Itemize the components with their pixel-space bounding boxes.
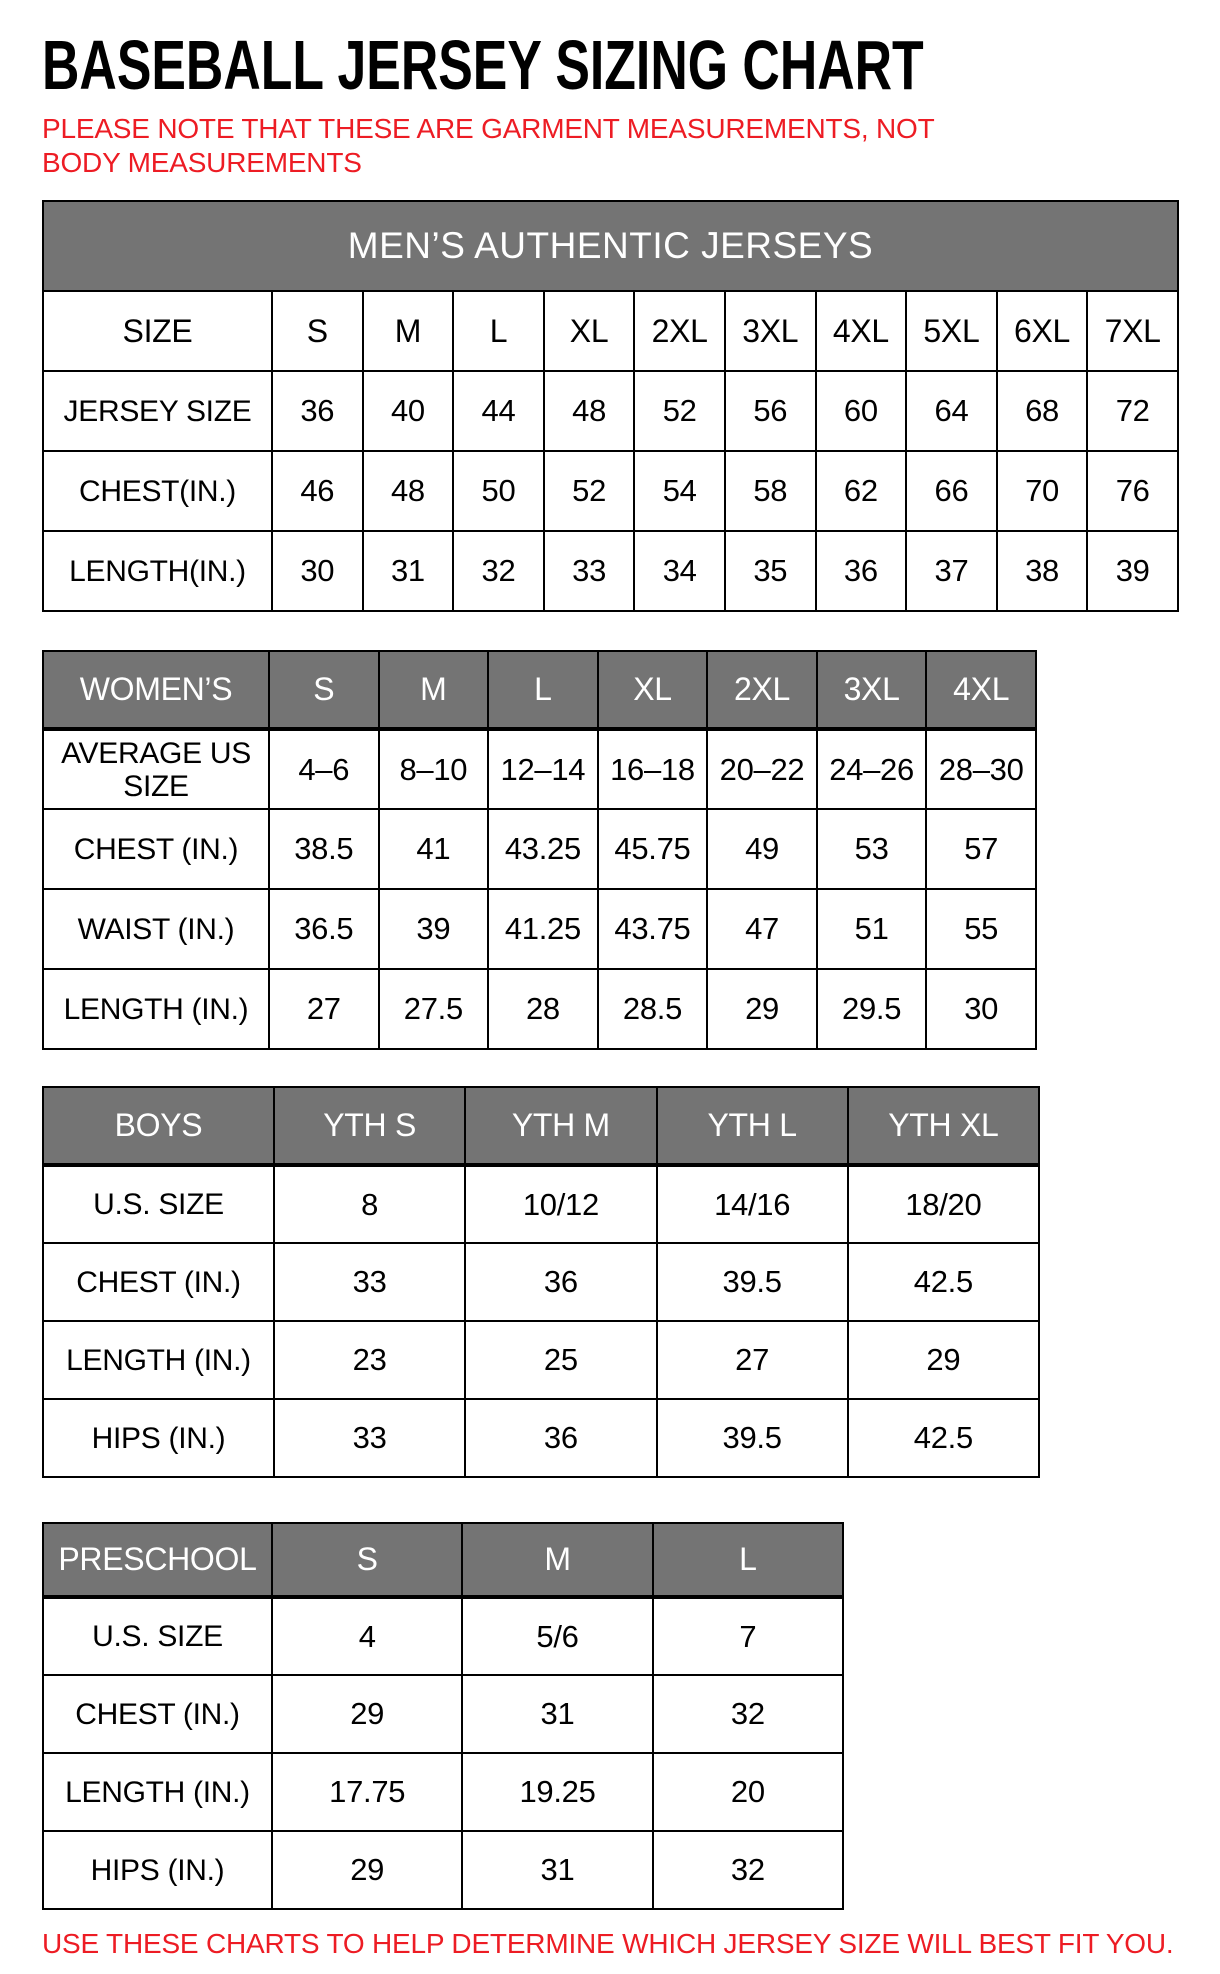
preschool-measurement-row (43, 1831, 843, 1909)
boys-measurement-row (43, 1399, 1039, 1477)
mens-measurement-row (43, 451, 1178, 531)
womens-value-cell: 28–30 (926, 729, 1036, 809)
womens-value-cell: 41.25 (488, 889, 598, 969)
womens-value-cell: 55 (926, 889, 1036, 969)
womens-value-cell: 43.25 (488, 809, 598, 889)
preschool-measurement-row (43, 1597, 843, 1675)
boys-row-label: CHEST (IN.) (43, 1243, 274, 1321)
womens-value-cell: 29 (707, 969, 817, 1049)
womens-value-cell: 28 (488, 969, 598, 1049)
preschool-value-cell: 5/6 (462, 1597, 652, 1675)
preschool-row-label: U.S. SIZE (43, 1597, 272, 1675)
mens-value-cell: 37 (906, 531, 997, 611)
boys-measurement-row (43, 1321, 1039, 1399)
mens-value-cell: 48 (544, 371, 635, 451)
preschool-sizing-table (42, 1522, 844, 1910)
womens-size-col-header: S (269, 651, 379, 729)
womens-value-cell: 8–10 (379, 729, 489, 809)
preschool-value-cell: 32 (653, 1831, 843, 1909)
garment-measurements-note: PLEASE NOTE THAT THESE ARE GARMENT MEASUREMENTS, NOT BODY MEASUREMENTS (42, 113, 935, 179)
womens-value-cell: 20–22 (707, 729, 817, 809)
mens-table-title: MEN’S AUTHENTIC JERSEYS (43, 201, 1178, 291)
womens-header-row (43, 651, 1036, 729)
mens-row-label: CHEST(IN.) (43, 451, 272, 531)
mens-row-label: LENGTH(IN.) (43, 531, 272, 611)
mens-value-cell: 58 (725, 451, 816, 531)
boys-value-cell: 23 (274, 1321, 465, 1399)
boys-value-cell: 14/16 (657, 1165, 848, 1243)
preschool-value-cell: 17.75 (272, 1753, 462, 1831)
mens-authentic-jerseys-table (42, 200, 1179, 612)
preschool-corner-label: PRESCHOOL (43, 1523, 272, 1597)
womens-value-cell: 39 (379, 889, 489, 969)
mens-value-cell: 72 (1087, 371, 1178, 451)
boys-value-cell: 29 (848, 1321, 1039, 1399)
mens-value-cell: 31 (363, 531, 454, 611)
womens-value-cell: 27.5 (379, 969, 489, 1049)
mens-size-col-header: 5XL (906, 291, 997, 371)
boys-value-cell: 8 (274, 1165, 465, 1243)
womens-measurement-row (43, 729, 1036, 809)
womens-value-cell: 27 (269, 969, 379, 1049)
womens-value-cell: 41 (379, 809, 489, 889)
boys-value-cell: 33 (274, 1243, 465, 1321)
boys-value-cell: 36 (465, 1243, 656, 1321)
mens-measurement-row (43, 371, 1178, 451)
page-title: BASEBALL JERSEY SIZING CHART (42, 26, 924, 104)
preschool-value-cell: 7 (653, 1597, 843, 1675)
boys-row-label: LENGTH (IN.) (43, 1321, 274, 1399)
womens-value-cell: 36.5 (269, 889, 379, 969)
mens-header-row (43, 291, 1178, 371)
womens-value-cell: 49 (707, 809, 817, 889)
boys-row-label: HIPS (IN.) (43, 1399, 274, 1477)
mens-value-cell: 30 (272, 531, 363, 611)
boys-size-col-header: YTH S (274, 1087, 465, 1165)
mens-value-cell: 34 (634, 531, 725, 611)
preschool-value-cell: 4 (272, 1597, 462, 1675)
mens-value-cell: 48 (363, 451, 454, 531)
preschool-value-cell: 31 (462, 1831, 652, 1909)
mens-value-cell: 56 (725, 371, 816, 451)
boys-sizing-table (42, 1086, 1040, 1478)
mens-value-cell: 39 (1087, 531, 1178, 611)
preschool-header-row (43, 1523, 843, 1597)
mens-size-col-header: 4XL (816, 291, 907, 371)
boys-value-cell: 25 (465, 1321, 656, 1399)
womens-value-cell: 4–6 (269, 729, 379, 809)
womens-row-label: WAIST (IN.) (43, 889, 269, 969)
womens-measurement-row (43, 809, 1036, 889)
mens-size-col-header: S (272, 291, 363, 371)
mens-value-cell: 54 (634, 451, 725, 531)
boys-size-col-header: YTH L (657, 1087, 848, 1165)
mens-value-cell: 60 (816, 371, 907, 451)
womens-row-label: LENGTH (IN.) (43, 969, 269, 1049)
mens-value-cell: 52 (544, 451, 635, 531)
womens-value-cell: 57 (926, 809, 1036, 889)
womens-value-cell: 43.75 (598, 889, 708, 969)
preschool-value-cell: 31 (462, 1675, 652, 1753)
mens-value-cell: 36 (272, 371, 363, 451)
boys-measurement-row (43, 1243, 1039, 1321)
mens-size-col-header: 7XL (1087, 291, 1178, 371)
mens-size-col-header: XL (544, 291, 635, 371)
womens-value-cell: 28.5 (598, 969, 708, 1049)
preschool-value-cell: 19.25 (462, 1753, 652, 1831)
womens-size-col-header: L (488, 651, 598, 729)
womens-size-col-header: XL (598, 651, 708, 729)
preschool-value-cell: 32 (653, 1675, 843, 1753)
preschool-row-label: CHEST (IN.) (43, 1675, 272, 1753)
womens-value-cell: 45.75 (598, 809, 708, 889)
mens-value-cell: 50 (453, 451, 544, 531)
womens-size-col-header: M (379, 651, 489, 729)
boys-value-cell: 39.5 (657, 1399, 848, 1477)
mens-value-cell: 40 (363, 371, 454, 451)
mens-value-cell: 32 (453, 531, 544, 611)
boys-row-label: U.S. SIZE (43, 1165, 274, 1243)
preschool-row-label: LENGTH (IN.) (43, 1753, 272, 1831)
womens-sizing-table (42, 650, 1037, 1050)
womens-size-col-header: 2XL (707, 651, 817, 729)
preschool-size-col-header: L (653, 1523, 843, 1597)
womens-value-cell: 29.5 (817, 969, 927, 1049)
mens-size-col-header: 2XL (634, 291, 725, 371)
mens-row-label: JERSEY SIZE (43, 371, 272, 451)
mens-size-col-header: 3XL (725, 291, 816, 371)
womens-value-cell: 16–18 (598, 729, 708, 809)
mens-value-cell: 38 (997, 531, 1088, 611)
womens-value-cell: 30 (926, 969, 1036, 1049)
boys-value-cell: 33 (274, 1399, 465, 1477)
mens-value-cell: 33 (544, 531, 635, 611)
mens-size-col-header: M (363, 291, 454, 371)
boys-measurement-row (43, 1165, 1039, 1243)
preschool-value-cell: 29 (272, 1675, 462, 1753)
boys-header-row (43, 1087, 1039, 1165)
boys-value-cell: 27 (657, 1321, 848, 1399)
mens-value-cell: 62 (816, 451, 907, 531)
womens-measurement-row (43, 889, 1036, 969)
womens-value-cell: 38.5 (269, 809, 379, 889)
boys-value-cell: 36 (465, 1399, 656, 1477)
boys-value-cell: 10/12 (465, 1165, 656, 1243)
mens-value-cell: 66 (906, 451, 997, 531)
mens-value-cell: 70 (997, 451, 1088, 531)
womens-row-label: CHEST (IN.) (43, 809, 269, 889)
mens-value-cell: 44 (453, 371, 544, 451)
boys-value-cell: 42.5 (848, 1243, 1039, 1321)
boys-value-cell: 39.5 (657, 1243, 848, 1321)
preschool-measurement-row (43, 1675, 843, 1753)
boys-size-col-header: YTH XL (848, 1087, 1039, 1165)
preschool-row-label: HIPS (IN.) (43, 1831, 272, 1909)
womens-value-cell: 12–14 (488, 729, 598, 809)
boys-value-cell: 42.5 (848, 1399, 1039, 1477)
preschool-measurement-row (43, 1753, 843, 1831)
fit-advice-footer: USE THESE CHARTS TO HELP DETERMINE WHICH JERSEY SIZE WILL BEST FIT YOU. (42, 1928, 1174, 1960)
mens-size-col-header: L (453, 291, 544, 371)
womens-value-cell: 47 (707, 889, 817, 969)
womens-size-col-header: 3XL (817, 651, 927, 729)
boys-size-col-header: YTH M (465, 1087, 656, 1165)
womens-measurement-row (43, 969, 1036, 1049)
mens-size-col-header: 6XL (997, 291, 1088, 371)
mens-value-cell: 76 (1087, 451, 1178, 531)
mens-value-cell: 64 (906, 371, 997, 451)
womens-value-cell: 53 (817, 809, 927, 889)
womens-size-col-header: 4XL (926, 651, 1036, 729)
preschool-value-cell: 20 (653, 1753, 843, 1831)
mens-value-cell: 36 (816, 531, 907, 611)
womens-value-cell: 51 (817, 889, 927, 969)
mens-measurement-row (43, 531, 1178, 611)
womens-corner-label: WOMEN’S (43, 651, 269, 729)
mens-corner-label: SIZE (43, 291, 272, 371)
mens-value-cell: 52 (634, 371, 725, 451)
mens-value-cell: 35 (725, 531, 816, 611)
boys-corner-label: BOYS (43, 1087, 274, 1165)
preschool-value-cell: 29 (272, 1831, 462, 1909)
preschool-size-col-header: M (462, 1523, 652, 1597)
mens-value-cell: 68 (997, 371, 1088, 451)
womens-value-cell: 24–26 (817, 729, 927, 809)
mens-value-cell: 46 (272, 451, 363, 531)
womens-row-label: AVERAGE US SIZE (43, 729, 269, 809)
boys-value-cell: 18/20 (848, 1165, 1039, 1243)
preschool-size-col-header: S (272, 1523, 462, 1597)
